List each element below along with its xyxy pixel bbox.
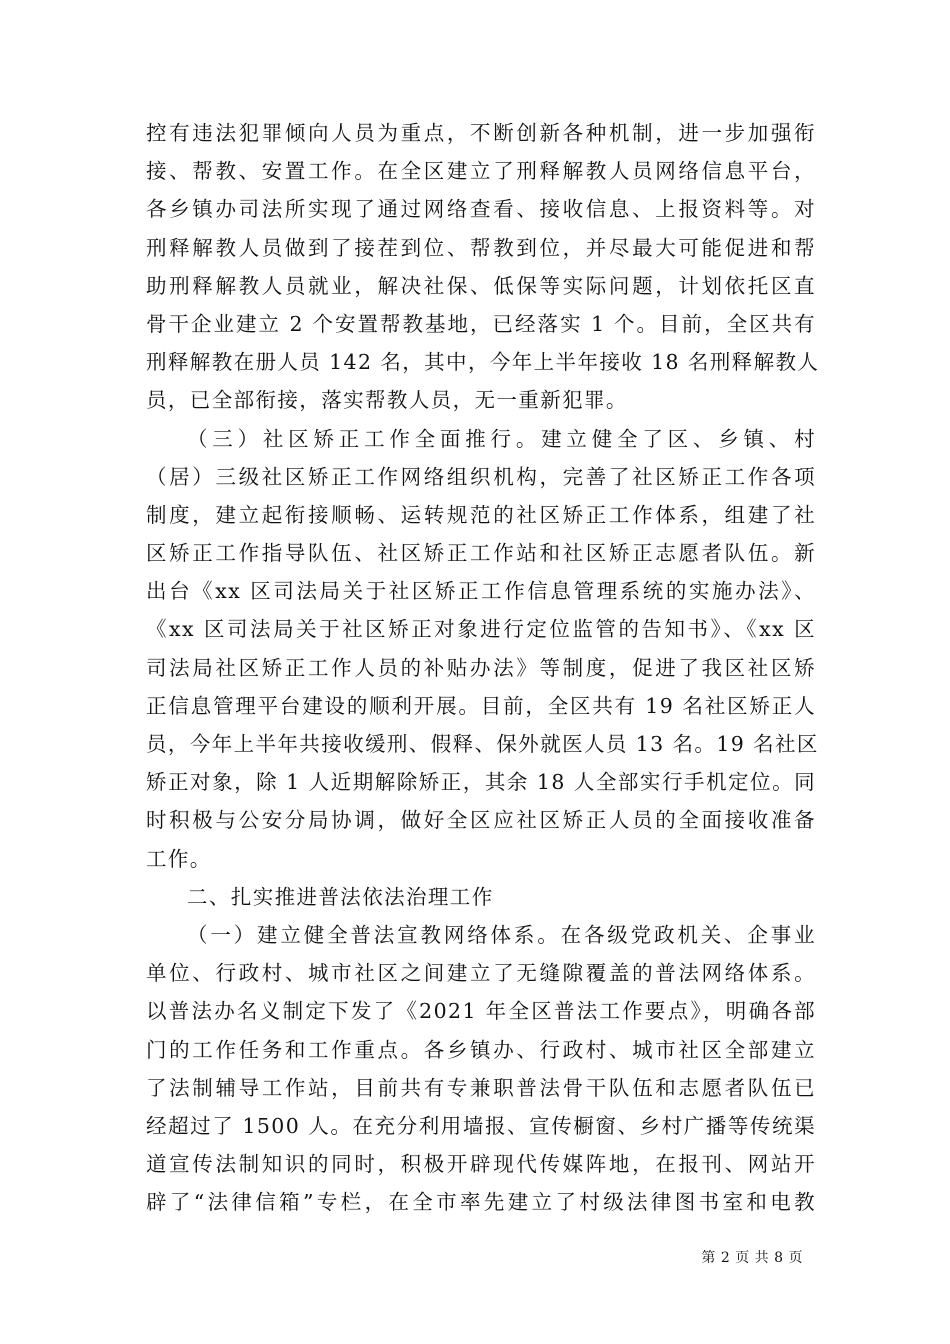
text-line: 出台《xx 区司法局关于社区矫正工作信息管理系统的实施办法》、 [146, 579, 816, 604]
text-line: 接、帮教、安置工作。在全区建立了刑释解教人员网络信息平台， [146, 159, 816, 184]
paragraph-community-correction [146, 420, 819, 878]
text-line: 时积极与公安分局协调，做好全区应社区矫正人员的全面接收准备 [146, 808, 816, 833]
text-line: 刑释解教在册人员 142 名，其中，今年上半年接收 18 名刑释解教人 [146, 350, 820, 375]
text-line: 了法制辅导工作站，目前共有专兼职普法骨干队伍和志愿者队伍已 [146, 1075, 816, 1100]
page-number: 第 2 页 共 8 页 [701, 1250, 803, 1266]
text-line: 制度，建立起衔接顺畅、运转规范的社区矫正工作体系，组建了社 [146, 502, 816, 527]
text-line: 刑释解教人员做到了接茬到位、帮教到位，并尽最大可能促进和帮 [146, 235, 816, 260]
text-line: 助刑释解教人员就业，解决社保、低保等实际问题，计划依托区直 [146, 273, 816, 298]
text-line: 正信息管理平台建设的顺利开展。目前，全区共有 19 名社区矫正人 [146, 693, 816, 718]
text-line: 员，今年上半年共接收缓刑、假释、保外就医人员 13 名。19 名社区 [146, 732, 819, 756]
text-line: 二、扎实推进普法依法治理工作 [187, 884, 494, 909]
text-line: 辟了“法律信箱”专栏，在全市率先建立了村级法律图书室和电教 [146, 1190, 816, 1215]
text-line: 矫正对象，除 1 人近期解除矫正，其余 18 人全部实行手机定位。同 [146, 770, 816, 795]
text-line: 控有违法犯罪倾向人员为重点，不断创新各种机制，进一步加强衔 [146, 121, 816, 145]
text-line: 区矫正工作指导队伍、社区矫正工作站和社区矫正志愿者队伍。新 [146, 541, 816, 566]
section-heading-legal-education [146, 878, 816, 916]
text-line: 以普法办名义制定下发了《2021 年全区普法工作要点》，明确各部 [146, 999, 816, 1024]
text-line: （三）社区矫正工作全面推行。建立健全了区、乡镇、村 [187, 426, 816, 451]
paragraph-education-network [146, 916, 816, 1222]
text-line: 各乡镇办司法所实现了通过网络查看、接收信息、上报资料等。对 [146, 197, 816, 222]
text-line: 经超过了 1500 人。在充分利用墙报、宣传橱窗、乡村广播等传统渠 [146, 1113, 816, 1138]
document-body [146, 114, 820, 1221]
text-line: 骨干企业建立 2 个安置帮教基地，已经落实 1 个。目前，全区共有 [146, 311, 816, 336]
text-line: 《xx 区司法局关于社区矫正对象进行定位监管的告知书》、《xx 区 [146, 617, 816, 642]
text-line: 单位、行政村、城市社区之间建立了无缝隙覆盖的普法网络体系。 [146, 961, 816, 986]
text-line: 道宣传法制知识的同时，积极开辟现代传媒阵地，在报刊、网站开 [146, 1152, 816, 1177]
paragraph-continuation [146, 114, 820, 420]
text-line: 员，已全部衔接，落实帮教人员，无一重新犯罪。 [146, 388, 628, 413]
text-line: （居）三级社区矫正工作网络组织机构，完善了社区矫正工作各项 [146, 464, 816, 489]
text-line: 工作。 [146, 846, 212, 871]
text-line: （一）建立健全普法宣教网络体系。在各级党政机关、企事业 [187, 922, 816, 947]
text-line: 门的工作任务和工作重点。各乡镇办、行政村、城市社区全部建立 [146, 1037, 816, 1062]
text-line: 司法局社区矫正工作人员的补贴办法》等制度，促进了我区社区矫 [146, 655, 816, 680]
